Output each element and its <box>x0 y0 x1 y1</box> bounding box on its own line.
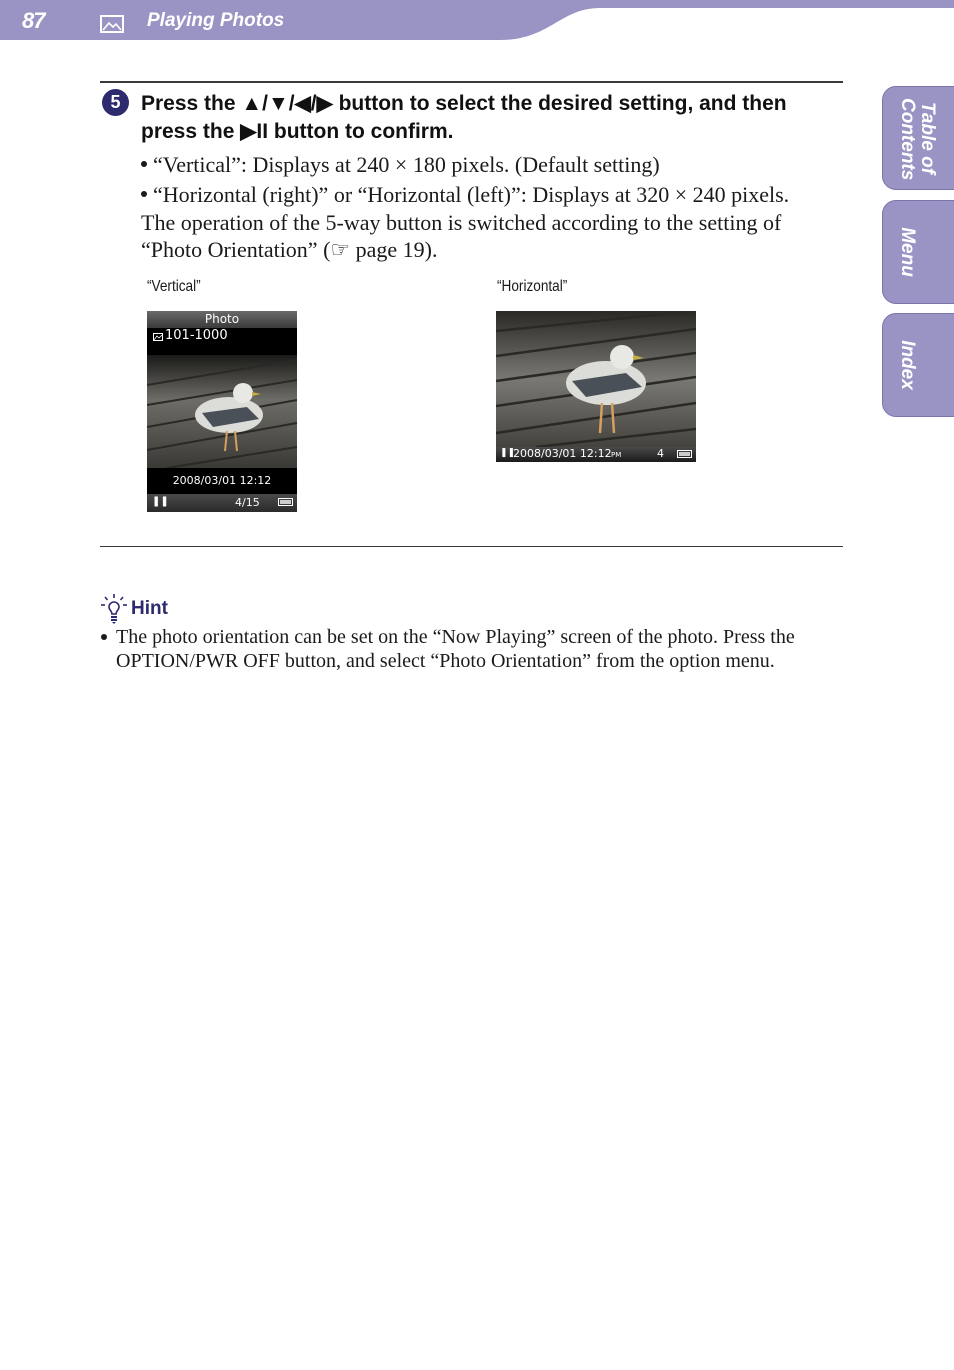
step-title <box>141 90 841 146</box>
hint-label: Hint <box>131 598 168 619</box>
screen-statusbar <box>147 494 297 512</box>
tab-label: Table of Contents <box>896 98 938 181</box>
folder-name: 101-1000 <box>165 328 228 343</box>
figure-caption-vertical: “Vertical” <box>147 278 201 295</box>
body-text: The operation of the 5-way button is switched according to the setting of <box>141 210 782 235</box>
photo-counter: 4 <box>657 447 664 460</box>
photo-datetime: 2008/03/01 12:12 <box>172 474 272 487</box>
bullet-text: “Horizontal (right)” or “Horizontal (left)”: Displays at 320 × 240 pixels. <box>153 182 790 207</box>
bullet-icon <box>141 161 147 167</box>
tab-label: Index <box>897 340 918 390</box>
tab-menu[interactable] <box>882 200 954 304</box>
figure-caption-horizontal: “Horizontal” <box>497 278 568 295</box>
seagull-photo <box>496 311 696 447</box>
vertical-screen <box>147 311 297 512</box>
photo-counter: 4/15 <box>235 496 260 509</box>
screen-title: Photo <box>204 312 240 326</box>
page-number: 87 <box>22 8 45 33</box>
pause-icon: ❚❚ <box>500 448 516 458</box>
step-number: 5 <box>102 89 129 116</box>
photo-ampm: PM <box>611 451 622 459</box>
section-divider <box>100 546 843 547</box>
hint-text: OPTION/PWR OFF button, and select “Photo Orientation” from the option menu. <box>116 650 775 672</box>
seagull-photo <box>147 355 297 468</box>
tab-index[interactable] <box>882 313 954 417</box>
photo-datetime: 2008/03/01 12:12 <box>513 447 612 460</box>
step-title-line: press the ▶II button to confirm. <box>141 120 454 143</box>
bullet-text: “Vertical”: Displays at 240 × 180 pixels. (Default setting) <box>153 152 660 177</box>
tab-table-of-contents[interactable] <box>882 86 954 190</box>
step-title-line: Press the ▲/▼/◀/▶ button to select the desired setting, and then <box>141 92 787 115</box>
pause-icon: ❚❚ <box>152 496 169 507</box>
hint-text: The photo orientation can be set on the “Now Playing” screen of the photo. Press the <box>116 626 795 648</box>
bullet-item <box>141 151 660 179</box>
header-band <box>0 0 954 40</box>
battery-icon <box>278 498 294 506</box>
bullet-icon <box>141 191 147 197</box>
photo-icon <box>100 15 124 33</box>
photo-icon <box>153 333 163 341</box>
bullet-icon <box>101 634 107 640</box>
tab-label: Menu <box>897 227 918 277</box>
horizontal-screen <box>496 311 696 462</box>
section-divider <box>100 81 843 83</box>
body-text: “Photo Orientation” (☞ page 19). <box>141 237 438 262</box>
bullet-item <box>141 181 789 209</box>
section-title: Playing Photos <box>147 10 285 31</box>
battery-icon <box>677 450 693 458</box>
lightbulb-icon <box>100 593 128 625</box>
